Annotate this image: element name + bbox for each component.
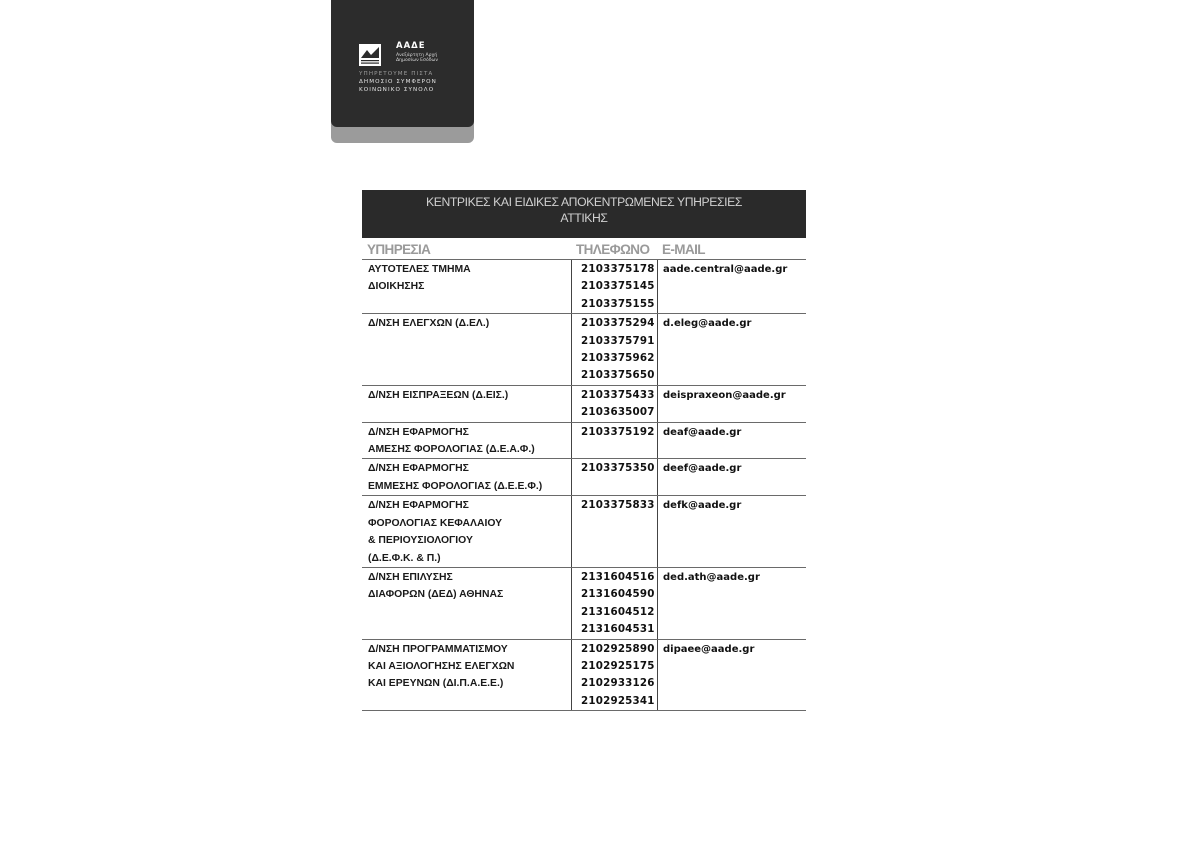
- email-address: ded.ath@aade.gr: [663, 571, 760, 583]
- email-address: deispraxeon@aade.gr: [663, 389, 786, 401]
- phone-number: 2131604516: [581, 570, 655, 583]
- table-row: [362, 568, 806, 640]
- service-name-line: ΑΥΤΟΤΕΛΕΣ ΤΜΗΜΑ: [368, 264, 471, 275]
- service-name-line: (Δ.Ε.Φ.Κ. & Π.): [368, 552, 441, 564]
- phone-number: 2103375155: [581, 297, 655, 310]
- aade-logo-mark-icon: [359, 44, 381, 66]
- column-header-service: ΥΠΗΡΕΣΙΑ: [367, 242, 431, 257]
- phone-number: 2103375650: [581, 369, 655, 382]
- phone-cell: [571, 260, 657, 313]
- service-name-line: Δ/ΝΣΗ ΕΦΑΡΜΟΓΗΣ: [368, 463, 469, 475]
- phone-cell: [571, 423, 657, 459]
- service-name-line: ΦΟΡΟΛΟΓΙΑΣ ΚΕΦΑΛΑΙΟΥ: [368, 517, 503, 529]
- service-name-cell: [362, 260, 571, 313]
- phone-number: 2103375791: [581, 334, 655, 347]
- logo-slogan-line-1: ΥΠΗΡΕΤΟΥΜΕ ΠΙΣΤΑ: [359, 71, 434, 77]
- service-name-line: Δ/ΝΣΗ ΕΛΕΓΧΩΝ (Δ.ΕΛ.): [368, 318, 490, 330]
- phone-cell: [571, 459, 657, 495]
- email-address: dipaee@aade.gr: [663, 643, 755, 655]
- table-row: [362, 314, 806, 386]
- service-name-line: & ΠΕΡΙΟΥΣΙΟΛΟΓΙΟΥ: [368, 535, 473, 547]
- phone-number: 2102925890: [581, 642, 655, 655]
- table-row: [362, 640, 806, 712]
- email-cell: [657, 314, 806, 385]
- table-body: [362, 260, 806, 711]
- email-cell: [657, 568, 806, 639]
- service-name-line: Δ/ΝΣΗ ΕΙΣΠΡΑΞΕΩΝ (Δ.ΕΙΣ.): [368, 389, 509, 401]
- phone-number: 2103375433: [581, 388, 655, 401]
- logo-subtitle-line-2: Δημοσίων Εσόδων: [396, 58, 438, 63]
- phone-number: 2131604531: [581, 623, 655, 636]
- email-address: defk@aade.gr: [663, 500, 742, 512]
- service-name-line: ΚΑΙ ΑΞΙΟΛΟΓΗΣΗΣ ΕΛΕΓΧΩΝ: [368, 660, 515, 672]
- table-row: [362, 423, 806, 460]
- service-name-line: ΔΙΟΙΚΗΣΗΣ: [368, 281, 425, 293]
- table-title: [362, 190, 806, 238]
- email-cell: [657, 496, 806, 567]
- table-row: [362, 459, 806, 496]
- phone-number: 2103375350: [581, 462, 655, 475]
- phone-number: 2103375294: [581, 317, 655, 330]
- service-name-line: ΕΜΜΕΣΗΣ ΦΟΡΟΛΟΓΙΑΣ (Δ.Ε.Ε.Φ.): [368, 480, 543, 492]
- phone-cell: [571, 640, 657, 711]
- aade-logo-banner: [331, 0, 474, 143]
- email-address: d.eleg@aade.gr: [663, 318, 752, 330]
- phone-number: 2103375192: [581, 425, 655, 438]
- service-name-line: Δ/ΝΣΗ ΕΦΑΡΜΟΓΗΣ: [368, 426, 469, 438]
- table-title-line-1: ΚΕΝΤΡΙΚΕΣ ΚΑΙ ΕΙΔΙΚΕΣ ΑΠΟΚΕΝΤΡΩΜΕΝΕΣ ΥΠΗΡΕΣΙΕΣ: [425, 195, 742, 209]
- phone-number: 2131604590: [581, 588, 655, 601]
- table-column-headers: [362, 238, 806, 260]
- service-name-line: ΑΜΕΣΗΣ ΦΟΡΟΛΟΓΙΑΣ (Δ.Ε.Α.Φ.): [368, 444, 535, 456]
- email-address: aade.central@aade.gr: [663, 264, 788, 275]
- logo-slogan-line-3: ΚΟΙΝΩΝΙΚΟ ΣΥΝΟΛΟ: [359, 87, 435, 93]
- email-address: deaf@aade.gr: [663, 426, 742, 438]
- email-cell: [657, 260, 806, 313]
- column-header-email: E-MAIL: [662, 242, 705, 257]
- phone-cell: [571, 386, 657, 422]
- service-name-line: Δ/ΝΣΗ ΕΦΑΡΜΟΓΗΣ: [368, 500, 469, 512]
- table-title-line-2: ΑΤΤΙΚΗΣ: [560, 211, 608, 225]
- service-name-line: ΚΑΙ ΕΡΕΥΝΩΝ (ΔΙ.Π.Α.Ε.Ε.): [368, 678, 504, 690]
- phone-number: 2131604512: [581, 605, 655, 618]
- phone-number: 2103375178: [581, 263, 655, 275]
- email-cell: [657, 423, 806, 459]
- service-name-line: ΔΙΑΦΟΡΩΝ (ΔΕΔ) ΑΘΗΝΑΣ: [368, 589, 504, 601]
- service-name-cell: [362, 314, 571, 385]
- logo-brand-name: ΑΑΔΕ: [396, 41, 426, 51]
- email-cell: [657, 459, 806, 495]
- service-name-line: Δ/ΝΣΗ ΕΠΙΛΥΣΗΣ: [368, 571, 453, 583]
- phone-number: 2102933126: [581, 677, 655, 690]
- service-name-cell: [362, 640, 571, 711]
- phone-number: 2102925341: [581, 694, 655, 707]
- phone-cell: [571, 496, 657, 567]
- phone-number: 2103375145: [581, 280, 655, 293]
- service-name-cell: [362, 423, 571, 459]
- services-directory-table: [362, 190, 806, 711]
- logo-banner-panel: [331, 0, 474, 127]
- phone-number: 2103635007: [581, 406, 655, 419]
- service-name-cell: [362, 496, 571, 567]
- column-header-phone: ΤΗΛΕΦΩΝΟ: [576, 242, 650, 257]
- email-cell: [657, 640, 806, 711]
- phone-number: 2103375833: [581, 499, 655, 512]
- logo-slogan-line-2: ΔΗΜΟΣΙΟ ΣΥΜΦΕΡΟΝ: [359, 79, 437, 85]
- logo-subtitle-line-1: Ανεξάρτητη Αρχή: [396, 53, 438, 58]
- email-cell: [657, 386, 806, 422]
- table-row: [362, 496, 806, 568]
- service-name-line: Δ/ΝΣΗ ΠΡΟΓΡΑΜΜΑΤΙΣΜΟΥ: [368, 643, 508, 655]
- phone-cell: [571, 568, 657, 639]
- table-row: [362, 260, 806, 314]
- service-name-cell: [362, 459, 571, 495]
- email-address: deef@aade.gr: [663, 463, 742, 475]
- phone-number: 2103375962: [581, 352, 655, 365]
- phone-number: 2102925175: [581, 659, 655, 672]
- phone-cell: [571, 314, 657, 385]
- service-name-cell: [362, 386, 571, 422]
- table-row: [362, 386, 806, 423]
- service-name-cell: [362, 568, 571, 639]
